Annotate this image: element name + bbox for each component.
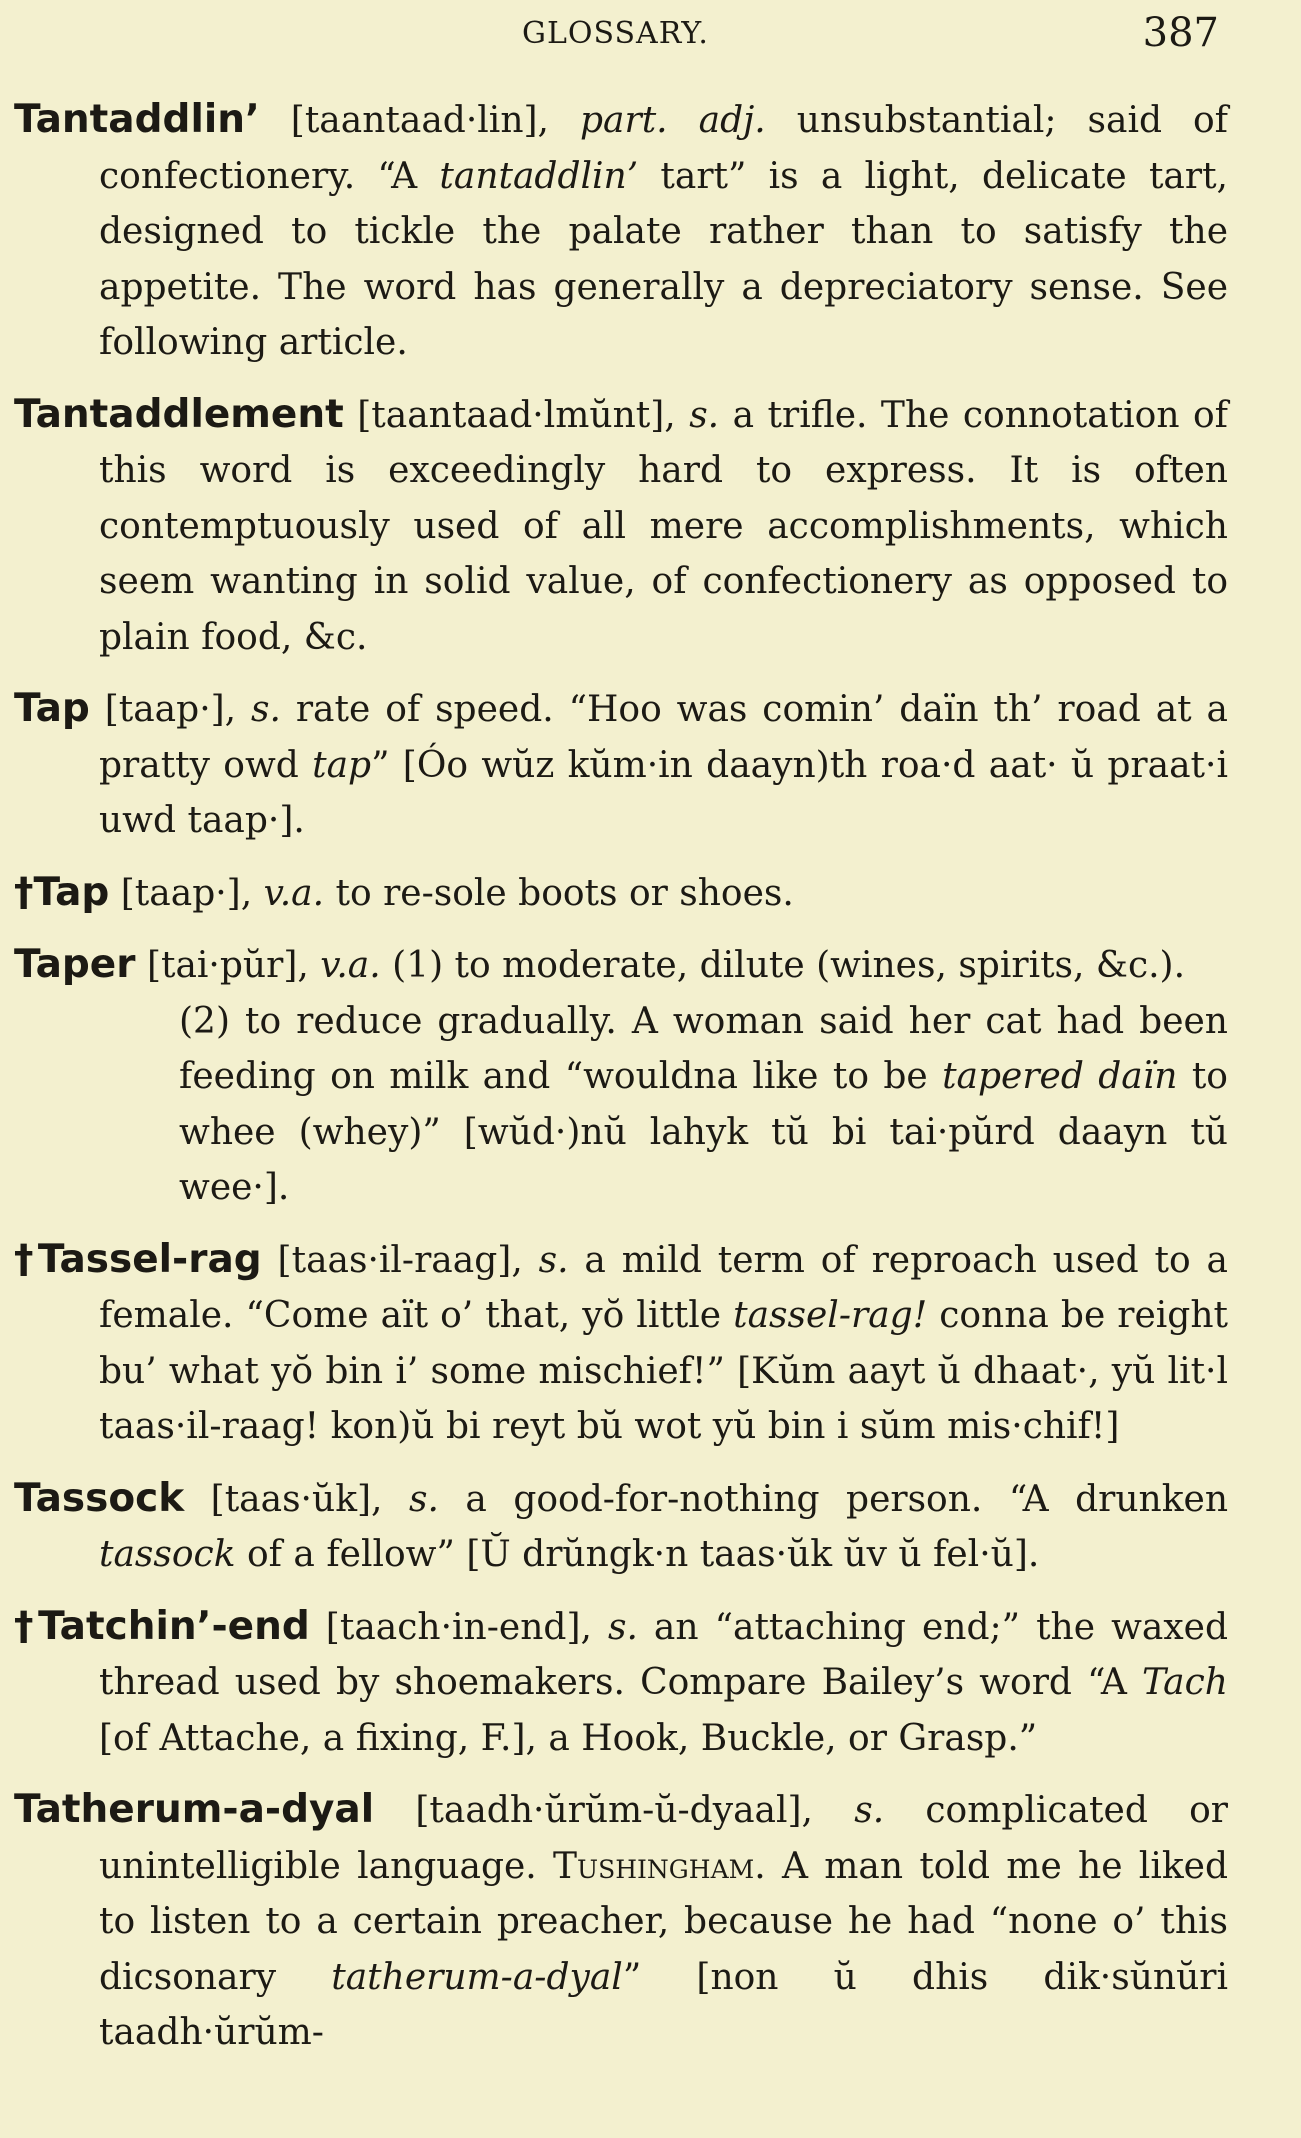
definition: rate of speed. “Hoo was comin’ daïn th’ road at a pratty owd xyxy=(99,689,1228,786)
example-term: tatherum-a-dyal xyxy=(331,1956,623,1998)
glossary-body xyxy=(14,92,1228,2077)
definition: complicated or unintelligible language. xyxy=(99,1790,1228,1887)
pronunciation: [taap·], xyxy=(89,689,252,730)
definition: a mild term of reproach used to a female. “Come aït o’ that, yŏ little xyxy=(99,1239,1228,1336)
headword: Taper xyxy=(14,942,136,987)
example-term: tassock xyxy=(99,1534,236,1575)
sub-definition-cont: to whee (whey)” [wŭd·)nŭ lahyk tŭ bi tai·pŭrd daayn tŭ wee·]. xyxy=(179,1056,1228,1208)
example-term: tapered daïn xyxy=(942,1056,1178,1097)
running-title: GLOSSARY. xyxy=(522,16,709,51)
page-number: 387 xyxy=(1142,10,1219,56)
sub-definition: (2) to reduce gradually. A woman said her cat had been feeding on milk and “wouldna like to be xyxy=(179,1000,1228,1097)
part-of-speech: v.a. xyxy=(263,872,325,914)
headword: Tassock xyxy=(14,1475,185,1521)
pronunciation: [taantaad·lmŭnt], xyxy=(343,394,690,436)
entry-taper xyxy=(14,937,1228,1216)
part-of-speech: v.a. xyxy=(320,945,381,986)
definition-cont: ” [Óo wŭz kŭm·in daayn)th roa·d aat· ŭ praat·i uwd taap·]. xyxy=(99,744,1228,841)
entry-tassock xyxy=(14,1471,1228,1583)
pronunciation: [taach·in-end], xyxy=(309,1606,608,1648)
page-header xyxy=(0,10,1301,62)
definition-tail: ” [non ŭ dhis dik·sŭnŭri taadh·ŭrŭm- xyxy=(99,1956,1228,2053)
pronunciation: [taap·], xyxy=(109,872,264,914)
definition-cont: tart” is a light, delicate tart, designed to tickle the palate rather than to satisfy the appetite. The word has generally a depreciatory sense. See following article. xyxy=(99,155,1228,363)
definition-cont: of a fellow” [Ŭ drŭngk·n taas·ŭk ŭv ŭ fel·ŭ]. xyxy=(235,1534,1040,1575)
entry-tatchin-end xyxy=(14,1599,1228,1767)
part-of-speech: s. xyxy=(538,1239,569,1281)
example-term: tap xyxy=(312,744,372,786)
definition: an “attaching end;” the waxed thread used by shoemakers. Compare Bailey’s word “A xyxy=(99,1606,1228,1703)
headword: Tap xyxy=(14,686,90,731)
headword: †Tap xyxy=(14,869,110,915)
headword: †Tatchin’-end xyxy=(14,1603,310,1649)
entry-tatherum-a-dyal xyxy=(14,1782,1228,2061)
definition: unsubstantial; said of confectionery. “A xyxy=(99,100,1229,197)
pronunciation: [tai·pŭr], xyxy=(135,945,321,986)
entry-tassel-rag xyxy=(14,1232,1228,1455)
definition: (1) to moderate, dilute (wines, spirits, &c.). xyxy=(380,945,1186,986)
entry-tantaddlement xyxy=(14,387,1228,666)
definition: a trifle. The connotation of this word is exceedingly hard to express. It is often contemptuously used of all mere accomplishments, which seem wanting in solid value, of confectionery as opposed to plain food, &c. xyxy=(99,394,1229,658)
pronunciation: [taas·ŭk], xyxy=(184,1478,409,1520)
headword: Tantaddlement xyxy=(14,391,344,437)
part-of-speech: s. xyxy=(689,394,720,436)
example-term: tassel-rag! xyxy=(733,1295,928,1336)
definition: a good-for-nothing person. “A drunken xyxy=(438,1478,1229,1520)
part-of-speech: part. adj. xyxy=(580,100,766,141)
part-of-speech: s. xyxy=(607,1606,638,1648)
example-term: Tach xyxy=(1141,1662,1228,1703)
headword: Tantaddlin’ xyxy=(14,97,260,142)
part-of-speech: s. xyxy=(251,689,281,730)
source-citation: Tushingham. xyxy=(553,1845,766,1887)
entry-tap xyxy=(14,681,1228,849)
pronunciation: [taantaad·lin], xyxy=(259,100,580,141)
example-term: tantaddlin’ xyxy=(439,155,639,197)
definition: to re-sole boots or shoes. xyxy=(324,872,794,914)
headword: Tatherum-a-dyal xyxy=(14,1787,375,1832)
part-of-speech: s. xyxy=(854,1790,885,1831)
pronunciation: [taas·il-raag], xyxy=(261,1239,539,1281)
sub-sense xyxy=(99,994,1228,1216)
entry-tap-verb xyxy=(14,865,1228,922)
definition-cont: conna be reight bu’ what yŏ bin i’ some mischief!” [Kŭm aayt ŭ dhaat·, yŭ lit·l taas·il-raag! kon)ŭ bi reyt bŭ wot yŭ bin i sŭm mis·chif!] xyxy=(99,1295,1228,1447)
definition-cont: A man told me he liked to listen to a certain preacher, because he had “none o’ this dicsonary xyxy=(99,1845,1228,1998)
pronunciation: [taadh·ŭrŭm-ŭ-dyaal], xyxy=(374,1790,855,1831)
headword: †Tassel-rag xyxy=(14,1236,262,1282)
part-of-speech: s. xyxy=(408,1478,439,1520)
definition-cont: [of Attache, a fixing, F.], a Hook, Buckle, or Grasp.” xyxy=(99,1717,1038,1759)
entry-tantaddlin xyxy=(14,92,1228,371)
